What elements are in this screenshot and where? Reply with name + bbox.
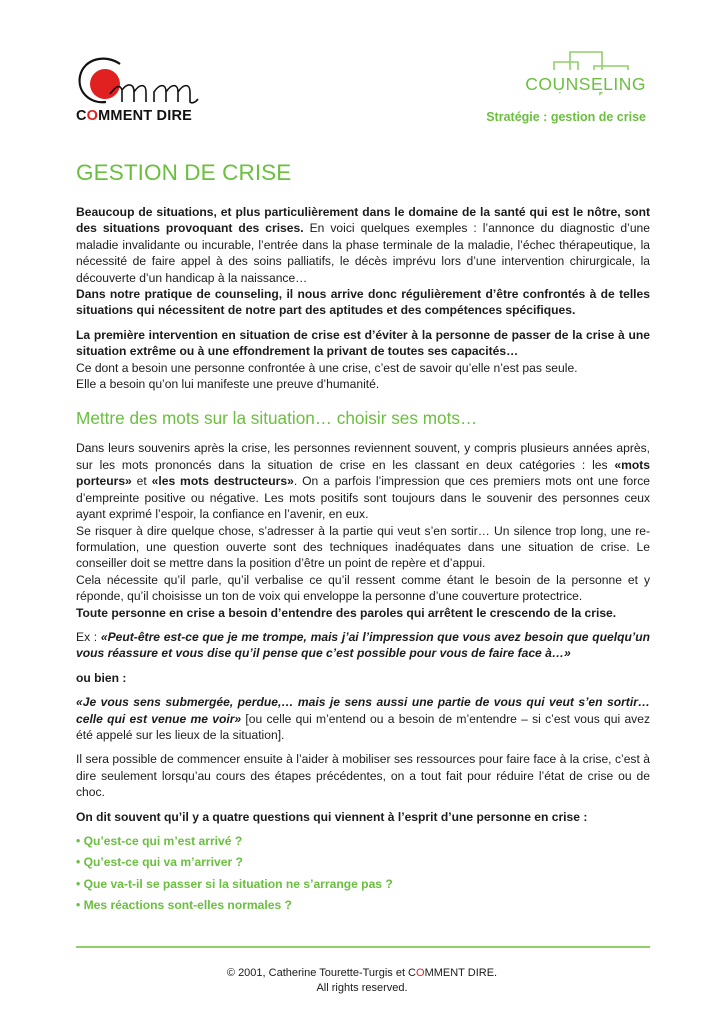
questions-list	[76, 833, 650, 914]
section-paragraph-5: Il sera possible de commencer ensuite à l’aider à mobiliser ses ressources pour faire face à la crise, c’est à dire seulement lorsqu’au cours des étapes précédentes, on a tout fait pour réduire l’état de crise ou de choc.	[76, 752, 650, 800]
example-quote-2: «Je vous sens submergée, perdue,… mais je sens aussi une partie de vous qui veut s’en sortir… celle qui est venue me voir» [ou celle qui m’entend ou a besoin de m’entendre – si c’est vous qui avez été appelé sur les lieux de la situation].	[76, 695, 650, 742]
section-heading: Mettre des mots sur la situation… choisir ses mots…	[76, 408, 478, 429]
intro-paragraph-2: Dans notre pratique de counseling, il nous arrive donc régulièrement d’être confrontés à de telles situations qui nécessitent de notre part des aptitudes et des compétences spécifiques.	[76, 287, 650, 318]
list-item: • Qu’est-ce qui va m’arriver ?	[76, 855, 243, 870]
section-subtitle: Stratégie : gestion de crise	[486, 110, 646, 124]
section-paragraph-2: Se risquer à dire quelque chose, s’adresser à la partie qui veut s’en sortir… Un silence trop long, une re-formulation, une question ouverte sont des techniques inadéquates dans une situation de crise. Le conseiller doit se mettre dans la position d’être un point de repère et d’appui.	[76, 523, 650, 571]
intro-paragraph-1: Beaucoup de situations, et plus particulièrement dans le domaine de la santé qui est le nôtre, sont des situations provoquant des crises. En voici quelques exemples : l’annonce du diagnostic d’une maladie invalidante ou incurable, l’entrée dans la phase terminale de la maladie, l’échec thérapeutique, la nécessité de faire appel à des soins palliatifs, le décès imprévu lors d’une intervention chirurgicale, la découverte d’un handicap à la naissance…	[76, 205, 650, 285]
page-title: GESTION DE CRISE	[76, 160, 292, 185]
section-paragraph-4: Toute personne en crise a besoin d’entendre des paroles qui arrêtent le crescendo de la crise.	[76, 605, 617, 620]
list-item: • Mes réactions sont-elles normales ?	[76, 898, 292, 913]
footer	[0, 966, 724, 996]
document-body	[76, 204, 650, 919]
example-quote-1: Ex : «Peut-être est-ce que je me trompe, mais j’ai l’impression que vous avez besoin que quelqu’un vous réassure et vous dise qu’il pense que c’est possible pour vous de faire face à…»	[76, 629, 650, 661]
or-label: ou bien :	[76, 670, 127, 685]
logo-wordmark: COMMENT DIRE	[76, 108, 192, 124]
intro-paragraph-4: Ce dont a besoin une personne confrontée à une crise, c’est de savoir qu’elle n’est pas seule.	[76, 360, 578, 375]
section-paragraph-3: Cela nécessite qu’il parle, qu’il verbalise ce qu’il ressent comme étant le besoin de la personne et y réponde, qu’il choisisse un ton de voix qui enveloppe la personne d’une couverture protectrice.	[76, 572, 650, 604]
footer-divider	[76, 946, 650, 948]
comment-dire-logo	[76, 50, 206, 130]
section-label: COUNSELING	[525, 74, 646, 94]
list-item: • Que va-t-il se passer si la situation ne s’arrange pas ?	[76, 876, 393, 891]
section-paragraph-1: Dans leurs souvenirs après la crise, les personnes reviennent souvent, y compris plusieurs années après, sur les mots prononcés dans la situation de crise en les classant en deux catégories : les «mots porteurs» et «les mots destructeurs». On a parfois l’impression que ces premiers mots ont une force d’empreinte positive ou négative. Les mots positifs sont toujours dans le souvenir des personnes ceux ayant exprimé l’espoir, la confiance en l’avenir, en eux.	[76, 441, 651, 522]
intro-paragraph-3: La première intervention en situation de crise est d’éviter à la personne de passer de la crise à une situation extrême ou à une effondrement la privant de toutes ses capacités…	[76, 327, 650, 359]
section-paragraph-6: On dit souvent qu’il y a quatre questions qui viennent à l’esprit d’une personne en crise :	[76, 809, 588, 824]
list-item: • Qu’est-ce qui m’est arrivé ?	[76, 834, 243, 848]
intro-paragraph-5: Elle a besoin qu’on lui manifeste une preuve d’humanité.	[76, 377, 380, 392]
rights-line: All rights reserved.	[316, 982, 408, 994]
logo-mark-icon	[76, 50, 206, 110]
copyright-line: © 2001, Catherine Tourette-Turgis et COMMENT DIRE.	[226, 967, 498, 979]
counseling-badge	[486, 44, 648, 134]
